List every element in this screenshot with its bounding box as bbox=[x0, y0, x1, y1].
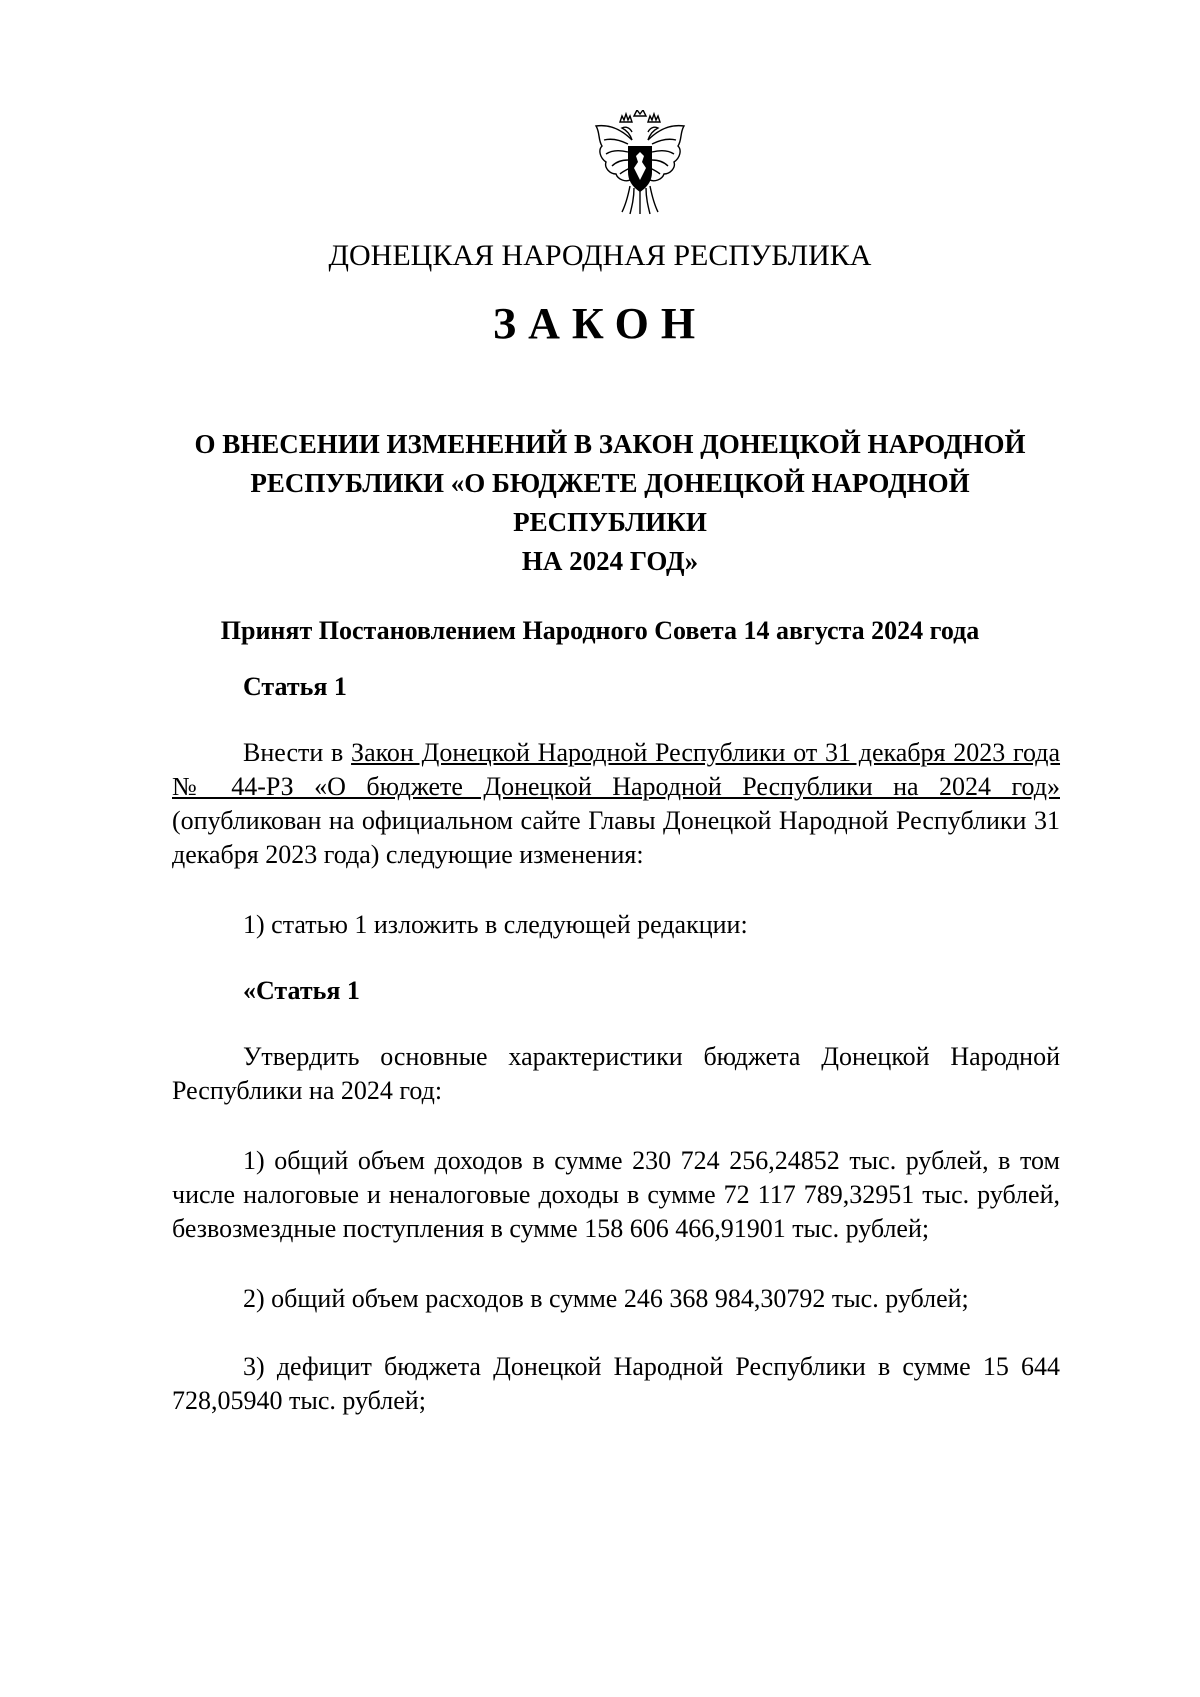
article-intro-paragraph bbox=[172, 736, 1060, 872]
law-title-line: О ВНЕСЕНИИ ИЗМЕНЕНИЙ В ЗАКОН ДОНЕЦКОЙ НАРОДНОЙ bbox=[194, 429, 1026, 459]
law-title bbox=[160, 425, 1060, 581]
coat-of-arms-icon bbox=[592, 110, 688, 218]
amendment-item: 1) статью 1 изложить в следующей редакции: bbox=[243, 910, 748, 939]
republic-name: ДОНЕЦКАЯ НАРОДНАЯ РЕСПУБЛИКА bbox=[328, 239, 872, 272]
law-reference-link[interactable]: Закон Донецкой Народной Республики от 31 декабря 2023 года № 44-РЗ «О бюджете Донецкой Народной Республики на 2024 год» bbox=[172, 738, 1061, 801]
article-heading: Статья 1 bbox=[243, 672, 347, 701]
intro-prefix: Внести в bbox=[243, 738, 352, 767]
law-title-line: НА 2024 ГОД» bbox=[521, 546, 699, 576]
budget-item-revenue: 1) общий объем доходов в сумме 230 724 256,24852 тыс. рублей, в том числе налоговые и неналоговые доходы в сумме 72 117 789,32951 тыс. рублей, безвозмездные поступления в сумме 158 606 466,91901 тыс. рублей; bbox=[172, 1146, 1060, 1243]
budget-item-deficit: 3) дефицит бюджета Донецкой Народной Республики в сумме 15 644 728,05940 тыс. рублей; bbox=[172, 1352, 1060, 1415]
law-title-line: РЕСПУБЛИКИ «О БЮДЖЕТЕ ДОНЕЦКОЙ НАРОДНОЙ РЕСПУБЛИКИ bbox=[250, 468, 970, 537]
adoption-note: Принят Постановлением Народного Совета 14 августа 2024 года bbox=[220, 616, 980, 645]
budget-item-expenses: 2) общий объем расходов в сумме 246 368 984,30792 тыс. рублей; bbox=[243, 1284, 969, 1313]
quoted-article-heading: «Статья 1 bbox=[243, 976, 360, 1005]
intro-suffix: (опубликован на официальном сайте Главы Донецкой Народной Республики 31 декабря 2023 года) следующие изменения: bbox=[172, 806, 1060, 869]
budget-intro-paragraph: Утвердить основные характеристики бюджета Донецкой Народной Республики на 2024 год: bbox=[172, 1042, 1060, 1105]
law-heading: ЗАКОН bbox=[492, 299, 708, 348]
